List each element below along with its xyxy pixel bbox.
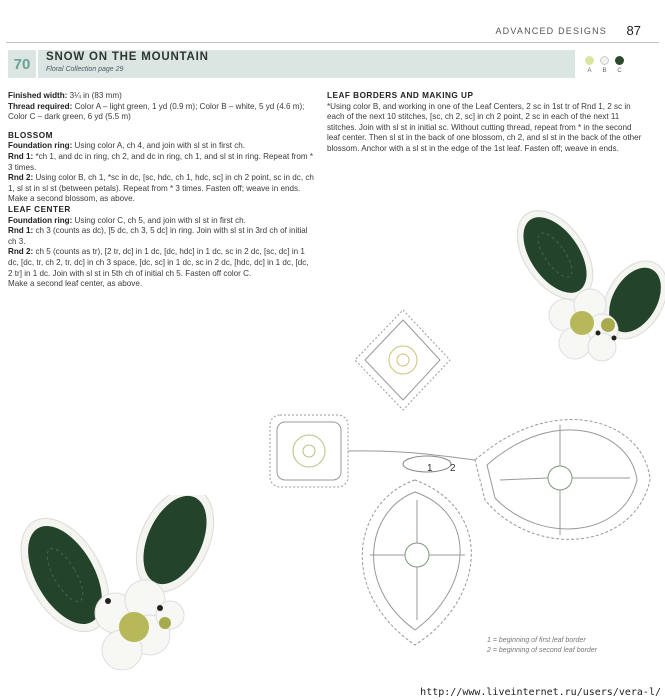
pattern-source: Floral Collection page 29 [46,66,124,73]
blossom-heading: BLOSSOM [8,130,53,140]
finished-width: Finished width: 3¼ in (83 mm) [8,91,122,100]
leaf-chart-left [362,480,471,645]
swatch-color-b [600,56,609,65]
source-url: http://www.liveinternet.ru/users/vera-l/ [420,687,661,698]
instructions-right-column [327,91,645,155]
section-label: ADVANCED DESIGNS [495,26,607,36]
swatch-label-b: B [602,68,607,74]
leaf-center-rnd1: Rnd 1: ch 3 (counts as dc), [5 dc, ch 3, 5 dc] in ring. Join with sl st in 3rd ch of initial ch 3. [8,226,308,246]
leaf-borders-text: *Using color B, and working in one of the Leaf Centers, 2 sc in 1st tr of Rnd 1, 2 sc in each of the next 10 stitches, [sc, ch 2, sc] in ch 2 point, 2 sc in each of the next 11 stitches. Join with sl st in initial sc. Without cutting thread, repeat from * in the second leaf center. Then sl st in the back of one blossom, ch 2, and sl st in the back of the other blossom. Anchor with a sl st in the edge of the 1st leaf. Fasten off; weave in ends. [327,101,642,153]
chart-connector [348,451,475,460]
swatch-label-c: C [617,68,622,74]
leaf-border-markers [403,456,456,474]
pattern-title: SNOW ON THE MOUNTAIN [46,51,209,63]
blossom-rnd2: Rnd 2: Using color B, ch 1, *sc in dc, [sc, hdc, ch 1, hdc, sc] in ch 2 point, sc in dc, ch 1, sl st in sl st (between petals). Repeat from * 3 times. Fasten off; weave in ends. [8,173,314,193]
chart-legend [487,636,597,656]
leaf-center-rnd2: Rnd 2: ch 5 (counts as tr), [2 tr, dc] in 1 dc, [dc, hdc] in 1 dc, sc in 2 dc, [sc, dc] in 1 dc, [dc, tr, ch 2, tr, dc] in ch 3 space, [dc, sc] in 1 dc, sc in 2 dc, [hdc, dc] in 1 dc, [dc, 2 tr] in 1 dc. Join with sl st in 5th ch of initial ch 5. Fasten off color C. [8,247,309,278]
legend-first-border: 1 = beginning of first leaf border [487,637,586,644]
pattern-number: 70 [8,50,36,78]
blossom-chart-top [355,310,450,410]
swatch-label-a: A [587,68,592,74]
blossom-chart-left [270,415,348,487]
blossom-second: Make a second blossom, as above. [8,194,135,204]
swatch-color-a [585,56,594,65]
leaf-center-heading: LEAF CENTER [8,204,71,214]
blossom-foundation: Foundation ring: Using color A, ch 4, and join with sl st in first ch. [8,141,246,151]
finished-motif-photo-bottom [0,495,240,685]
color-swatches [583,56,633,80]
thread-required: Thread required: Color A – light green, 1 yd (0.9 m); Color B – white, 5 yd (4.6 m); Color C – dark green, 6 yd (5.5 m) [8,101,305,122]
page-number: 87 [626,23,641,38]
leaf-borders-heading: LEAF BORDERS AND MAKING UP [327,91,474,100]
marker-2: 2 [450,463,456,474]
marker-1: 1 [427,463,433,474]
leaf-center-second: Make a second leaf center, as above. [8,279,143,289]
swatch-color-c [615,56,624,65]
leaf-center-foundation: Foundation ring: Using color C, ch 5, and join with sl st in first ch. [8,215,246,225]
instructions-left-column [8,91,314,290]
leaf-chart-right [475,420,650,540]
legend-second-border: 2 = beginning of second leaf border [487,647,597,654]
blossom-rnd1: Rnd 1: *ch 1, and dc in ring, ch 2, and dc in ring, ch 1, and sl st in ring. Repeat from * 3 times. [8,151,314,172]
crochet-chart-diagram [255,300,665,670]
header-divider [6,42,659,43]
